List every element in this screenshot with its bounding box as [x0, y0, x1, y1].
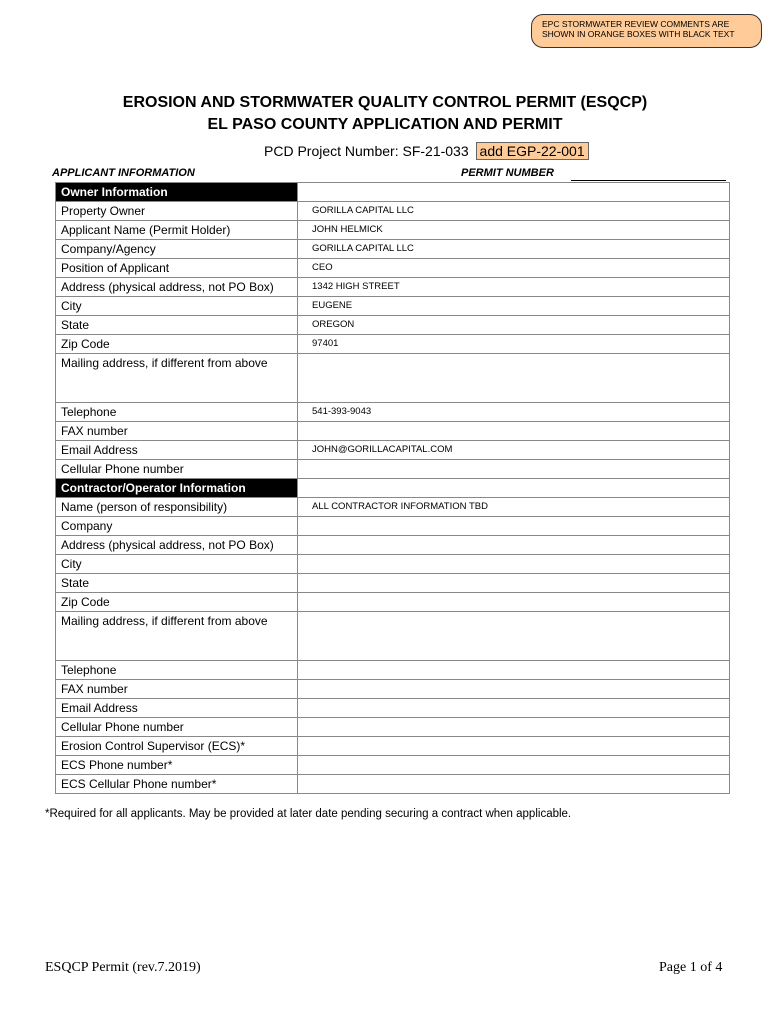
form-row [56, 259, 730, 278]
form-row [56, 441, 730, 460]
field-value[interactable]: JOHN HELMICK [298, 221, 730, 240]
field-label: Mailing address, if different from above [56, 354, 298, 403]
form-row [56, 354, 730, 403]
form-row [56, 574, 730, 593]
form-row [56, 593, 730, 612]
field-value[interactable] [298, 460, 730, 479]
field-label: Mailing address, if different from above [56, 612, 298, 661]
field-label: Address (physical address, not PO Box) [56, 278, 298, 297]
form-row [56, 612, 730, 661]
field-value[interactable]: ALL CONTRACTOR INFORMATION TBD [298, 498, 730, 517]
form-row [56, 737, 730, 756]
field-value[interactable] [298, 574, 730, 593]
field-value[interactable] [298, 354, 730, 403]
contractor-information-header-blank [298, 479, 730, 498]
field-label: FAX number [56, 422, 298, 441]
form-row [56, 202, 730, 221]
field-label: Email Address [56, 441, 298, 460]
form-row [56, 278, 730, 297]
form-row [56, 756, 730, 775]
form-row [56, 221, 730, 240]
form-row [56, 536, 730, 555]
field-label: Company/Agency [56, 240, 298, 259]
owner-information-header-row [56, 183, 730, 202]
field-value[interactable]: 97401 [298, 335, 730, 354]
field-value[interactable]: GORILLA CAPITAL LLC [298, 240, 730, 259]
field-label: Address (physical address, not PO Box) [56, 536, 298, 555]
field-value[interactable] [298, 517, 730, 536]
field-value[interactable]: EUGENE [298, 297, 730, 316]
field-value[interactable]: GORILLA CAPITAL LLC [298, 202, 730, 221]
form-row [56, 240, 730, 259]
field-label: Applicant Name (Permit Holder) [56, 221, 298, 240]
footer-page-number: Page 1 of 4 [659, 960, 723, 975]
form-row [56, 498, 730, 517]
form-row [56, 422, 730, 441]
required-footnote: *Required for all applicants. May be provided at later date pending securing a contract when applicable. [45, 808, 572, 820]
permit-number-field[interactable] [571, 180, 726, 181]
field-label: ECS Cellular Phone number* [56, 775, 298, 794]
form-row [56, 775, 730, 794]
field-value[interactable] [298, 555, 730, 574]
form-row [56, 460, 730, 479]
form-row [56, 316, 730, 335]
form-row [56, 335, 730, 354]
field-label: Cellular Phone number [56, 718, 298, 737]
field-label: Position of Applicant [56, 259, 298, 278]
field-value[interactable] [298, 593, 730, 612]
form-subtitle: EL PASO COUNTY APPLICATION AND PERMIT [207, 116, 563, 133]
field-label: State [56, 574, 298, 593]
applicant-info-heading: APPLICANT INFORMATION [52, 167, 195, 179]
field-label: Telephone [56, 661, 298, 680]
field-value[interactable] [298, 756, 730, 775]
field-value[interactable] [298, 699, 730, 718]
review-note-line1: EPC STORMWATER REVIEW COMMENTS ARE [542, 19, 730, 29]
permit-number-label: PERMIT NUMBER [461, 167, 554, 179]
field-label: Email Address [56, 699, 298, 718]
review-comment-note [531, 14, 762, 48]
form-row [56, 699, 730, 718]
contractor-information-header: Contractor/Operator Information [56, 479, 298, 498]
field-label: City [56, 555, 298, 574]
contractor-information-header-row [56, 479, 730, 498]
form-row [56, 517, 730, 536]
form-row [56, 555, 730, 574]
field-value[interactable]: CEO [298, 259, 730, 278]
form-row [56, 718, 730, 737]
field-value[interactable] [298, 612, 730, 661]
form-row [56, 661, 730, 680]
field-label: Company [56, 517, 298, 536]
field-value[interactable] [298, 737, 730, 756]
review-note-line2: SHOWN IN ORANGE BOXES WITH BLACK TEXT [542, 29, 735, 39]
field-label: FAX number [56, 680, 298, 699]
applicant-form-table [55, 182, 730, 794]
field-label: Zip Code [56, 593, 298, 612]
field-label: Name (person of responsibility) [56, 498, 298, 517]
form-title: EROSION AND STORMWATER QUALITY CONTROL PERMIT (ESQCP) [122, 94, 648, 111]
pcd-added-comment: add EGP-22-001 [476, 142, 589, 160]
field-label: Cellular Phone number [56, 460, 298, 479]
field-value[interactable]: JOHN@GORILLACAPITAL.COM [298, 441, 730, 460]
field-value[interactable] [298, 718, 730, 737]
form-row [56, 403, 730, 422]
field-value[interactable]: 1342 HIGH STREET [298, 278, 730, 297]
field-value[interactable] [298, 422, 730, 441]
field-value[interactable] [298, 775, 730, 794]
field-label: ECS Phone number* [56, 756, 298, 775]
form-row [56, 680, 730, 699]
field-value[interactable]: OREGON [298, 316, 730, 335]
field-label: Erosion Control Supervisor (ECS)* [56, 737, 298, 756]
field-value[interactable] [298, 680, 730, 699]
footer-revision: ESQCP Permit (rev.7.2019) [45, 960, 201, 975]
field-label: Property Owner [56, 202, 298, 221]
pcd-project-number [264, 143, 589, 159]
owner-information-header-blank [298, 183, 730, 202]
field-value[interactable]: 541-393-9043 [298, 403, 730, 422]
pcd-label: PCD Project Number: SF-21-033 [264, 143, 469, 159]
field-value[interactable] [298, 661, 730, 680]
field-label: Zip Code [56, 335, 298, 354]
owner-information-header: Owner Information [56, 183, 298, 202]
field-label: City [56, 297, 298, 316]
field-label: State [56, 316, 298, 335]
field-value[interactable] [298, 536, 730, 555]
field-label: Telephone [56, 403, 298, 422]
form-row [56, 297, 730, 316]
